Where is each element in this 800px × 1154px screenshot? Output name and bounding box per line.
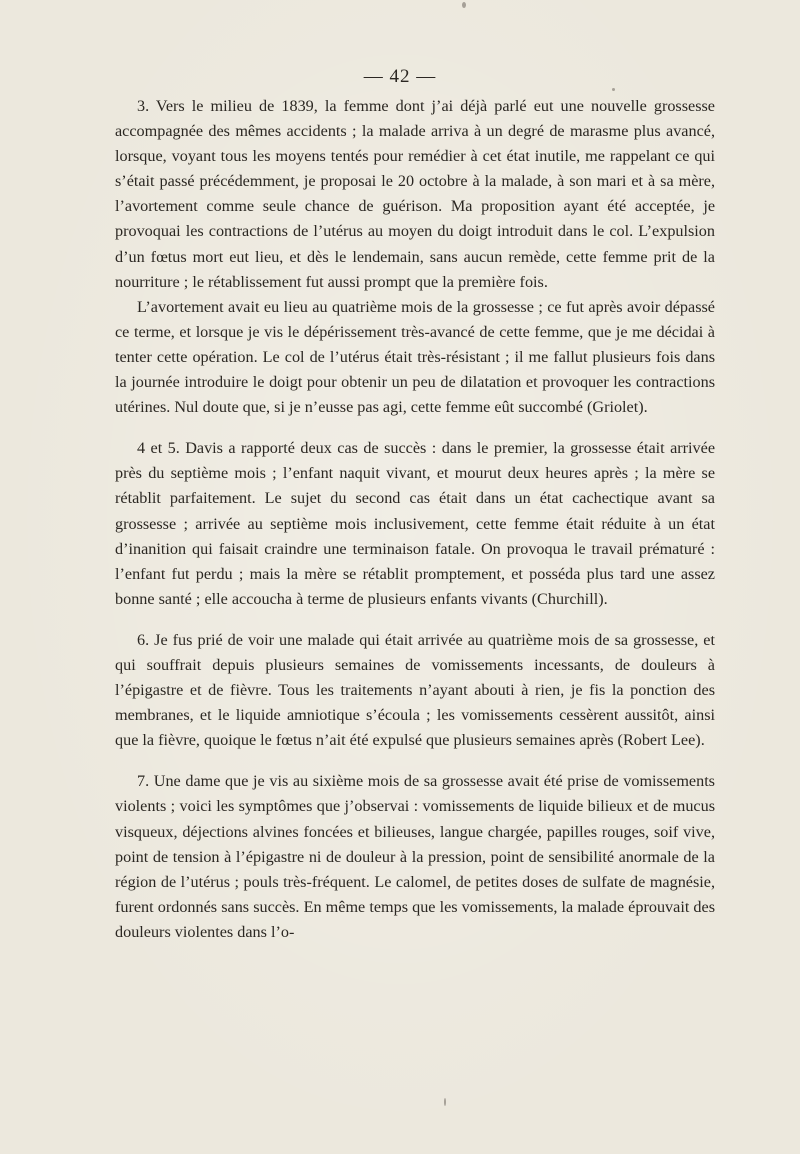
- ink-speck: [444, 1098, 446, 1106]
- paragraph-case-3: 3. Vers le milieu de 1839, la femme dont j’ai déjà parlé eut une nouvelle grossesse accompagnée des mêmes accidents ; la malade arriva à un degré de marasme plus avancé, lorsque, voyant tous les moyens tentés pour remédier à cet état inutile, me rappelant ce qui s’était passé précédemment, je proposai le 20 octobre à la malade, à son mari et à sa mère, l’avortement comme seule chance de guérison. Ma proposition ayant été acceptée, je provoquai les contractions de l’utérus au moyen du doigt introduit dans le col. L’expulsion d’un fœtus mort eut lieu, et dès le lendemain, sans aucun remède, cette femme prit de la nourriture ; le rétablissement fut aussi prompt que la première fois.: [115, 97, 715, 291]
- paragraph-case-3-continued: L’avortement avait eu lieu au quatrième mois de la grossesse ; ce fut après avoir dépassé ce terme, et lorsque je vis le dépérissement très-avancé de cette femme, que je me décidai à tenter cette opération. Le col de l’utérus était très-résistant ; il me fallut plusieurs fois dans la journée introduire le doigt pour obtenir un peu de dilatation et provoquer les contractions utérines. Nul doute que, si je n’eusse pas agi, cette femme eût succombé (Griolet).: [115, 297, 715, 417]
- body-text: [115, 94, 715, 945]
- ink-speck: [612, 88, 615, 91]
- page-number: — 42 —: [363, 66, 437, 87]
- paragraph-case-6: 6. Je fus prié de voir une malade qui était arrivée au quatrième mois de sa grossesse, et qui souffrait depuis plusieurs semaines de vomissements incessants, de douleurs à l’épigastre et de fièvre. Tous les traitements n’ayant abouti à rien, je fis la ponction des membranes, et le liquide amniotique s’écoula ; les vomissements cessèrent aussitôt, ainsi que la fièvre, quoique le fœtus n’ait été expulsé que plusieurs semaines après (Robert Lee).: [115, 630, 715, 750]
- paragraph-case-4-5: 4 et 5. Davis a rapporté deux cas de succès : dans le premier, la grossesse était arrivée près du septième mois ; l’enfant naquit vivant, et mourut deux heures après ; la mère se rétablit parfaitement. Le sujet du second cas était dans un état cachectique avant sa grossesse ; arrivée au septième mois inclusivement, cette femme était réduite à un état d’inanition qui faisait craindre une terminaison fatale. On provoqua le travail prématuré : l’enfant fut perdu ; mais la mère se rétablit promptement, et posséda plus tard une assez bonne santé ; elle accoucha à terme de plusieurs enfants vivants (Churchill).: [115, 439, 715, 608]
- paragraph-case-7: 7. Une dame que je vis au sixième mois de sa grossesse avait été prise de vomissements violents ; voici les symptômes que j’observai : vomissements de liquide bilieux et de mucus visqueux, déjections alvines foncées et bilieuses, langue chargée, papilles rouges, soif vive, point de tension à l’épigastre ni de douleur à la pression, point de sensibilité anormale de la région de l’utérus ; pouls très-fréquent. Le calomel, de petites doses de sulfate de magnésie, furent ordonnés sans succès. En même temps que les vomissements, la malade éprouvait des douleurs violentes dans l’o-: [115, 772, 715, 941]
- ink-speck: [462, 2, 466, 8]
